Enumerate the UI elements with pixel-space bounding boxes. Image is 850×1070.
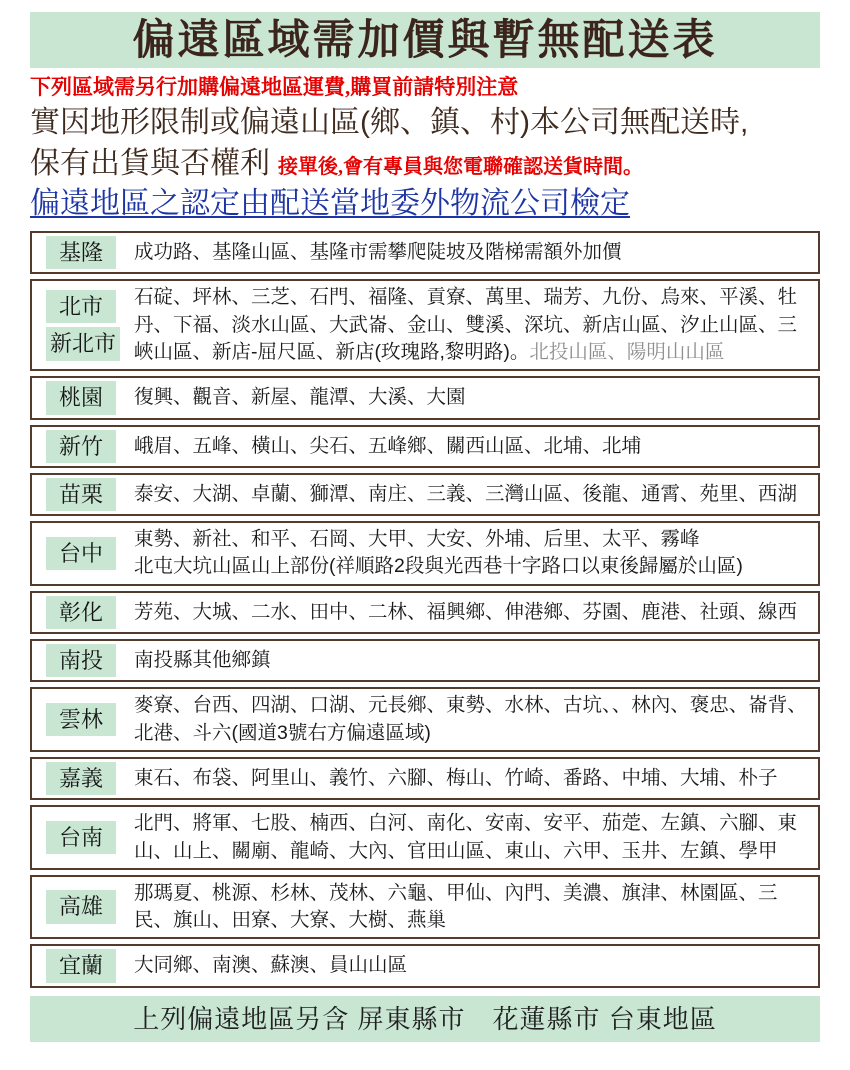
region-areas xyxy=(134,481,814,508)
region-label: 南投 xyxy=(46,644,116,677)
area-list-line2: 北屯大坑山區山上部份(祥順路2段與光西巷十字路口以東後歸屬於山區) xyxy=(134,555,743,578)
area-list-text: 麥寮、台西、四湖、口湖、元長鄉、東勢、水林、古坑、、林內、褒忠、崙背、北港、斗六(國道3號右方偏遠區域) xyxy=(134,694,807,744)
region-areas xyxy=(134,384,814,411)
policy-line-1: 實因地形限制或偏遠山區(鄉、鎮、村)本公司無配送時, xyxy=(30,106,749,140)
area-list-text: 芳苑、大城、二水、田中、二林、福興鄉、伸港鄉、芬園、鹿港、社頭、線西 xyxy=(134,600,798,623)
region-label: 基隆 xyxy=(46,236,116,269)
table-row-nantou xyxy=(30,639,820,682)
area-list-text: 大同鄉、南澳、蘇澳、員山山區 xyxy=(134,954,408,977)
area-list-text: 成功路、基隆山區、基隆市需攀爬陡坡及階梯需額外加價 xyxy=(134,241,622,264)
area-list-text: 南投縣其他鄉鎮 xyxy=(134,649,271,672)
region-areas xyxy=(134,647,814,674)
footer-banner xyxy=(30,996,820,1042)
policy-line-2-red-note: 接單後,會有專員與您電聯確認送貨時間。 xyxy=(278,155,643,178)
table-row-miaoli xyxy=(30,473,820,516)
region-label: 台中 xyxy=(46,537,116,570)
footer-text: 上列偏遠地區另含 屏東縣市 花蓮縣市 台東地區 xyxy=(133,1003,717,1034)
region-label: 北市 xyxy=(46,290,116,323)
region-label: 苗栗 xyxy=(46,478,116,511)
region-areas xyxy=(134,692,814,747)
red-warning-line: 下列區域需另行加購偏遠地區運費,購買前請特別注意 xyxy=(30,75,519,99)
area-list-text: 復興、觀音、新屋、龍潭、大溪、大園 xyxy=(134,386,466,409)
region-areas xyxy=(134,880,814,935)
region-areas xyxy=(134,526,814,581)
area-list-text: 東勢、新社、和平、石岡、大甲、大安、外埔、后里、太平、霧峰 xyxy=(134,528,700,551)
region-areas xyxy=(134,599,814,626)
table-row-yilan xyxy=(30,944,820,987)
area-list-text: 北門、將軍、七股、楠西、白河、南化、安南、安平、茄萣、左鎮、六腳、東山、山上、關廟、龍崎、大內、官田山區、東山、六甲、玉井、左鎮、學甲 xyxy=(134,812,798,862)
area-list-text: 峨眉、五峰、橫山、尖石、五峰鄉、關西山區、北埔、北埔 xyxy=(134,434,642,457)
region-label: 台南 xyxy=(46,821,116,854)
table-row-tainan xyxy=(30,805,820,870)
area-list-gray-text: 北投山區、陽明山山區 xyxy=(529,340,725,363)
area-list-text: 石碇、坪林、三芝、石門、福隆、貢寮、萬里、瑞芳、九份、烏來、平溪、牡丹、下福、淡水山區、大武崙、金山、雙溪、深坑、新店山區、汐止山區、三峽山區、新店-屈尺區、新店(玫瑰路,黎明路)。 xyxy=(134,286,798,363)
blue-definition-line: 偏遠地區之認定由配送當地委外物流公司檢定 xyxy=(30,187,630,221)
table-row-taichung xyxy=(30,521,820,586)
table-row-taipei-newtaipei xyxy=(30,279,820,371)
region-label: 彰化 xyxy=(46,596,116,629)
table-row-keelung xyxy=(30,231,820,274)
region-areas xyxy=(134,765,814,792)
policy-line-2-main: 保有出貨與否權利 xyxy=(30,146,270,180)
table-row-yunlin xyxy=(30,687,820,752)
region-areas xyxy=(134,810,814,865)
table-row-kaohsiung xyxy=(30,875,820,940)
table-row-taoyuan xyxy=(30,376,820,419)
region-label: 桃園 xyxy=(46,381,116,414)
region-label: 嘉義 xyxy=(46,762,116,795)
region-label: 宜蘭 xyxy=(46,949,116,982)
table-row-chiayi xyxy=(30,757,820,800)
region-label: 新北市 xyxy=(46,327,120,360)
table-row-changhua xyxy=(30,591,820,634)
page-title: 偏遠區域需加價與暫無配送表 xyxy=(132,16,718,63)
title-banner xyxy=(30,12,820,68)
area-list-text: 泰安、大湖、卓蘭、獅潭、南庄、三義、三灣山區、後龍、通霄、苑里、西湖 xyxy=(134,482,798,505)
region-label: 雲林 xyxy=(46,703,116,736)
region-areas xyxy=(134,433,814,460)
policy-line-2 xyxy=(30,146,820,183)
area-list-text: 那瑪夏、桃源、杉林、茂林、六龜、甲仙、內門、美濃、旗津、林園區、三民、旗山、田寮、大寮、大樹、燕巢 xyxy=(134,881,778,932)
area-list-text: 東石、布袋、阿里山、義竹、六腳、梅山、竹崎、番路、中埔、大埔、朴子 xyxy=(134,766,778,789)
region-label: 新竹 xyxy=(46,430,116,463)
region-areas xyxy=(134,239,814,266)
region-areas xyxy=(134,952,814,979)
region-areas xyxy=(134,284,814,366)
region-label: 高雄 xyxy=(46,890,116,923)
table-row-hsinchu xyxy=(30,425,820,468)
delivery-table xyxy=(30,231,820,988)
